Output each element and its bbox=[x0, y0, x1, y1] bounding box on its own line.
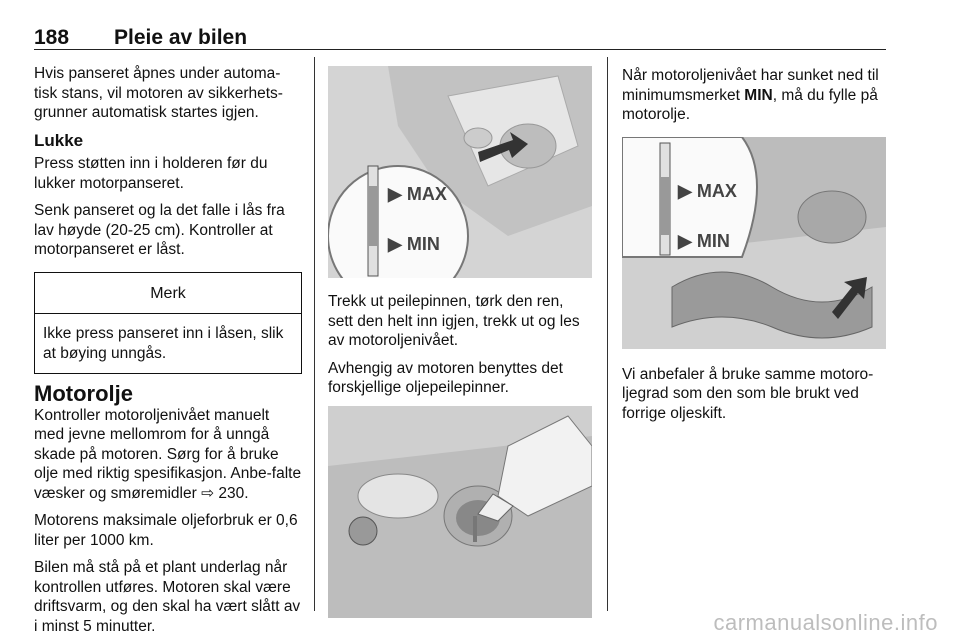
min-label: ▶ MIN bbox=[388, 234, 440, 254]
page-title: Pleie av bilen bbox=[114, 26, 248, 49]
motorolje-paragraph-3: Bilen må stå på et plant underlag når kontrollen utføres. Motoren skal være driftsvarm, og den skal ha vært slått av i minst 5 minutter. bbox=[34, 559, 301, 635]
page-number: 188 bbox=[34, 26, 70, 49]
recommend-paragraph: Vi anbefaler å bruke samme motoro-ljegrad som den som ble brukt ved forrige oljeskift. bbox=[622, 365, 874, 422]
page-reference-arrow-icon: ⇨ bbox=[201, 484, 215, 502]
column-3 bbox=[622, 66, 886, 431]
heading-lukke: Lukke bbox=[34, 130, 84, 150]
note-title: Merk bbox=[35, 273, 301, 315]
oil-fill-figure bbox=[328, 406, 592, 618]
max-label: ▶ MAX bbox=[388, 184, 447, 204]
note-box bbox=[34, 272, 302, 375]
refill-paragraph bbox=[622, 66, 886, 125]
dipstick-paragraph-2: Avhengig av motoren benyttes det forskjellige oljepeilepinner. bbox=[328, 359, 563, 396]
motorolje-text: Kontroller motoroljenivået manuelt med jevne mellomrom for å unngå skade på motoren. Sørg for å bruke olje med riktig spesifikasjon. Anbe-falte væsker og smøremidler bbox=[34, 406, 302, 502]
note-body: Ikke press panseret inn i låsen, slik at bøying unngås. bbox=[43, 325, 284, 362]
engine-dipstick-illustration bbox=[622, 137, 886, 349]
lukke-paragraph-1: Press støtten inn i holderen før du lukker motorpanseret. bbox=[34, 155, 268, 192]
dipstick-illustration bbox=[328, 66, 592, 278]
refill-text-b: , må du fylle på motorolje. bbox=[622, 86, 878, 123]
max-label-2: ▶ MAX bbox=[678, 180, 737, 201]
column-divider-left bbox=[314, 57, 315, 611]
dipstick-figure bbox=[328, 66, 592, 278]
column-divider-right bbox=[607, 57, 608, 611]
header-rule bbox=[34, 49, 886, 50]
column-2 bbox=[328, 66, 592, 618]
intro-paragraph: Hvis panseret åpnes under automa-tisk stans, vil motoren av sikkerhets-grunner automatisk startes igjen. bbox=[34, 65, 283, 121]
refill-text-a: Når motoroljenivået har sunket ned til minimumsmerket bbox=[622, 67, 879, 104]
oil-fill-illustration bbox=[328, 406, 592, 618]
dipstick-paragraph-1: Trekk ut peilepinnen, tørk den ren, sett den helt inn igjen, trekk ut og les av motoroljenivået. bbox=[328, 293, 580, 349]
engine-dipstick-figure bbox=[622, 137, 886, 349]
page-reference-link[interactable]: 230. bbox=[218, 484, 249, 502]
lukke-paragraph-2: Senk panseret og la det falle i lås fra lav høyde (20-25 cm). Kontroller at motorpanseret er låst. bbox=[34, 202, 285, 258]
heading-motorolje: Motorolje bbox=[34, 381, 133, 406]
watermark: carmanualsonline.info bbox=[713, 610, 938, 635]
min-label-2: ▶ MIN bbox=[678, 230, 730, 251]
motorolje-paragraph-2: Motorens maksimale oljeforbruk er 0,6 liter per 1000 km. bbox=[34, 512, 298, 549]
column-1 bbox=[34, 64, 302, 644]
motorolje-paragraph-1 bbox=[34, 406, 302, 504]
refill-text-min: MIN bbox=[744, 86, 773, 104]
